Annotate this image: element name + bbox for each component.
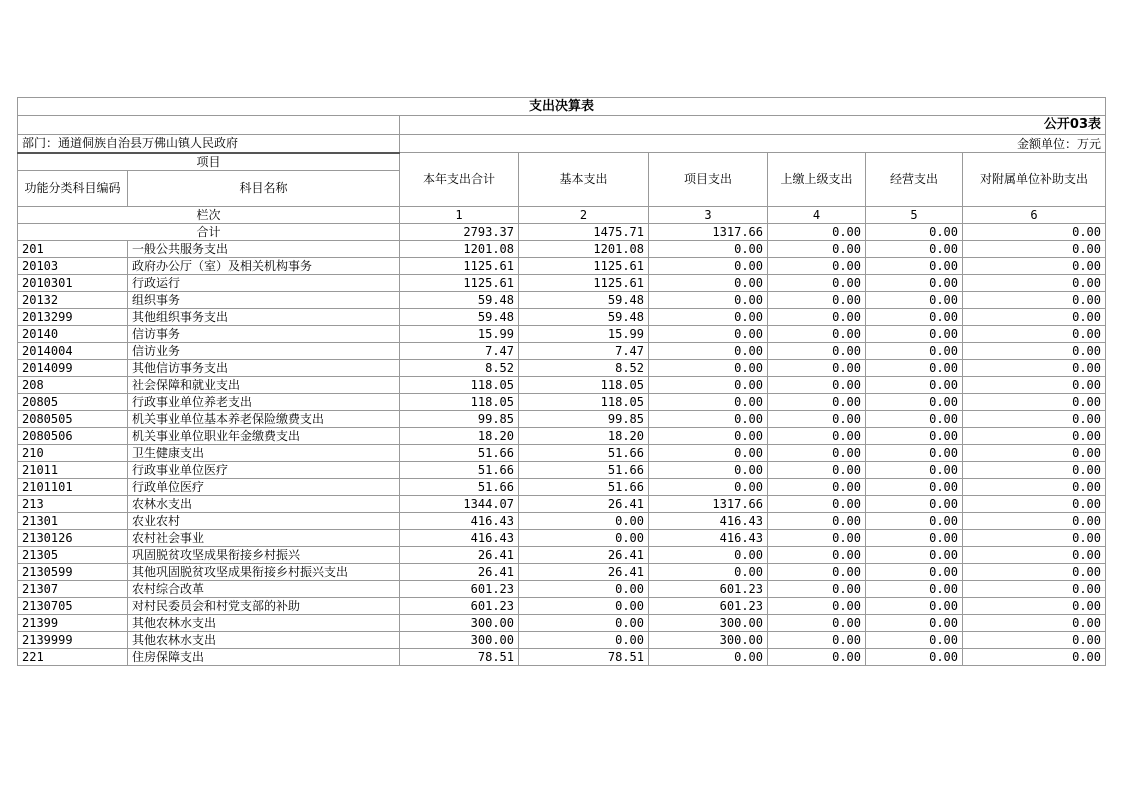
row-value: 0.00 — [649, 563, 768, 580]
row-value: 15.99 — [519, 325, 649, 342]
row-code: 20103 — [18, 257, 128, 274]
table-number: 公开03表 — [400, 116, 1106, 135]
row-value: 416.43 — [400, 529, 519, 546]
table-row — [18, 376, 1106, 393]
total-value: 1475.71 — [519, 223, 649, 240]
header-upper-level: 上缴上级支出 — [768, 153, 866, 207]
row-value: 0.00 — [649, 410, 768, 427]
row-value: 1125.61 — [400, 257, 519, 274]
row-value: 0.00 — [866, 308, 963, 325]
row-value: 0.00 — [519, 597, 649, 614]
row-value: 416.43 — [649, 529, 768, 546]
row-code: 2130126 — [18, 529, 128, 546]
row-value: 0.00 — [649, 308, 768, 325]
amount-unit: 金额单位：万元 — [400, 135, 1106, 153]
row-value: 99.85 — [519, 410, 649, 427]
row-value: 0.00 — [768, 444, 866, 461]
row-value: 0.00 — [649, 461, 768, 478]
row-value: 1201.08 — [400, 240, 519, 257]
row-value: 0.00 — [649, 325, 768, 342]
row-name: 其他农林水支出 — [128, 614, 400, 631]
row-code: 21011 — [18, 461, 128, 478]
row-code: 20140 — [18, 325, 128, 342]
table-row — [18, 342, 1106, 359]
row-value: 0.00 — [768, 274, 866, 291]
row-name: 信访业务 — [128, 342, 400, 359]
table-row — [18, 257, 1106, 274]
row-value: 26.41 — [519, 495, 649, 512]
row-value: 51.66 — [519, 461, 649, 478]
row-value: 0.00 — [768, 257, 866, 274]
row-value: 0.00 — [649, 291, 768, 308]
row-value: 99.85 — [400, 410, 519, 427]
row-name: 农林水支出 — [128, 495, 400, 512]
row-code: 21305 — [18, 546, 128, 563]
row-value: 0.00 — [768, 546, 866, 563]
row-value: 0.00 — [963, 580, 1106, 597]
table-row — [18, 393, 1106, 410]
table-row — [18, 563, 1106, 580]
row-value: 0.00 — [768, 427, 866, 444]
table-row — [18, 580, 1106, 597]
row-value: 0.00 — [649, 257, 768, 274]
row-value: 601.23 — [649, 597, 768, 614]
header-project-expenditure: 项目支出 — [649, 153, 768, 207]
row-value: 0.00 — [649, 359, 768, 376]
col-number: 2 — [519, 206, 649, 223]
table-row — [18, 291, 1106, 308]
row-value: 0.00 — [866, 580, 963, 597]
row-code: 2080506 — [18, 427, 128, 444]
row-value: 1125.61 — [519, 274, 649, 291]
row-value: 0.00 — [963, 512, 1106, 529]
row-value: 0.00 — [768, 614, 866, 631]
row-value: 0.00 — [768, 393, 866, 410]
row-value: 51.66 — [400, 478, 519, 495]
row-value: 0.00 — [963, 614, 1106, 631]
row-name: 机关事业单位职业年金缴费支出 — [128, 427, 400, 444]
row-value: 18.20 — [519, 427, 649, 444]
row-value: 601.23 — [400, 597, 519, 614]
row-code: 2080505 — [18, 410, 128, 427]
table-row — [18, 427, 1106, 444]
table-row — [18, 546, 1106, 563]
table-row — [18, 631, 1106, 648]
row-code: 20805 — [18, 393, 128, 410]
row-value: 0.00 — [649, 376, 768, 393]
table-row — [18, 325, 1106, 342]
row-value: 0.00 — [963, 359, 1106, 376]
col-number: 3 — [649, 206, 768, 223]
table-row — [18, 359, 1106, 376]
table-row — [18, 308, 1106, 325]
row-value: 300.00 — [400, 631, 519, 648]
row-value: 0.00 — [649, 274, 768, 291]
table-row — [18, 614, 1106, 631]
row-value: 0.00 — [649, 240, 768, 257]
row-value: 1317.66 — [649, 495, 768, 512]
row-name: 行政事业单位养老支出 — [128, 393, 400, 410]
table-title: 支出决算表 — [18, 98, 1106, 116]
row-value: 0.00 — [963, 495, 1106, 512]
row-value: 26.41 — [519, 546, 649, 563]
header-name: 科目名称 — [128, 170, 400, 206]
row-name: 其他组织事务支出 — [128, 308, 400, 325]
row-value: 0.00 — [768, 529, 866, 546]
row-value: 0.00 — [768, 359, 866, 376]
row-value: 0.00 — [963, 393, 1106, 410]
row-value: 7.47 — [400, 342, 519, 359]
row-value: 0.00 — [866, 291, 963, 308]
row-value: 0.00 — [866, 512, 963, 529]
row-value: 0.00 — [963, 240, 1106, 257]
row-value: 1125.61 — [400, 274, 519, 291]
row-value: 0.00 — [963, 563, 1106, 580]
row-value: 0.00 — [649, 648, 768, 665]
row-value: 8.52 — [519, 359, 649, 376]
row-value: 0.00 — [768, 240, 866, 257]
row-value: 0.00 — [768, 410, 866, 427]
row-value: 0.00 — [866, 529, 963, 546]
row-value: 0.00 — [963, 308, 1106, 325]
row-value: 0.00 — [519, 512, 649, 529]
row-code: 210 — [18, 444, 128, 461]
row-value: 0.00 — [963, 291, 1106, 308]
row-value: 0.00 — [649, 546, 768, 563]
row-value: 59.48 — [400, 308, 519, 325]
row-value: 0.00 — [866, 359, 963, 376]
row-code: 21301 — [18, 512, 128, 529]
row-code: 201 — [18, 240, 128, 257]
row-name: 农业农村 — [128, 512, 400, 529]
row-value: 416.43 — [649, 512, 768, 529]
total-value: 1317.66 — [649, 223, 768, 240]
header-subsidy: 对附属单位补助支出 — [963, 153, 1106, 207]
col-number: 5 — [866, 206, 963, 223]
total-value: 0.00 — [768, 223, 866, 240]
table-row — [18, 495, 1106, 512]
row-name: 卫生健康支出 — [128, 444, 400, 461]
row-name: 农村社会事业 — [128, 529, 400, 546]
row-name: 社会保障和就业支出 — [128, 376, 400, 393]
row-value: 0.00 — [963, 478, 1106, 495]
header-business: 经营支出 — [866, 153, 963, 207]
row-value: 0.00 — [963, 529, 1106, 546]
row-value: 0.00 — [768, 563, 866, 580]
row-value: 0.00 — [963, 461, 1106, 478]
table-row — [18, 240, 1106, 257]
total-value: 0.00 — [963, 223, 1106, 240]
row-value: 0.00 — [768, 376, 866, 393]
row-value: 0.00 — [649, 444, 768, 461]
table-row — [18, 444, 1106, 461]
row-value: 0.00 — [866, 427, 963, 444]
table-row — [18, 529, 1106, 546]
row-value: 0.00 — [649, 342, 768, 359]
row-value: 118.05 — [519, 376, 649, 393]
row-code: 21399 — [18, 614, 128, 631]
row-name: 其他巩固脱贫攻坚成果衔接乡村振兴支出 — [128, 563, 400, 580]
row-code: 2010301 — [18, 274, 128, 291]
header-basic: 基本支出 — [519, 153, 649, 207]
row-value: 0.00 — [866, 495, 963, 512]
row-value: 0.00 — [649, 393, 768, 410]
expenditure-table — [17, 97, 1106, 666]
row-name: 其他农林水支出 — [128, 631, 400, 648]
row-value: 0.00 — [963, 325, 1106, 342]
row-code: 2014004 — [18, 342, 128, 359]
row-value: 0.00 — [768, 308, 866, 325]
row-value: 601.23 — [400, 580, 519, 597]
row-value: 78.51 — [400, 648, 519, 665]
row-value: 0.00 — [866, 274, 963, 291]
row-value: 59.48 — [519, 308, 649, 325]
row-value: 0.00 — [866, 342, 963, 359]
row-name: 对村民委员会和村党支部的补助 — [128, 597, 400, 614]
row-name: 其他信访事务支出 — [128, 359, 400, 376]
row-value: 0.00 — [963, 444, 1106, 461]
row-code: 2014099 — [18, 359, 128, 376]
row-code: 2130599 — [18, 563, 128, 580]
row-name: 行政运行 — [128, 274, 400, 291]
expenditure-sheet — [17, 97, 1105, 666]
row-value: 0.00 — [963, 342, 1106, 359]
table-row — [18, 597, 1106, 614]
row-value: 0.00 — [866, 393, 963, 410]
row-value: 0.00 — [866, 376, 963, 393]
row-value: 51.66 — [400, 444, 519, 461]
row-value: 15.99 — [400, 325, 519, 342]
row-value: 0.00 — [866, 597, 963, 614]
row-value: 300.00 — [649, 614, 768, 631]
blank-cell — [18, 116, 400, 135]
col-number: 4 — [768, 206, 866, 223]
row-value: 0.00 — [768, 461, 866, 478]
row-value: 0.00 — [649, 427, 768, 444]
row-value: 0.00 — [963, 376, 1106, 393]
row-value: 300.00 — [400, 614, 519, 631]
row-value: 0.00 — [963, 257, 1106, 274]
table-row — [18, 461, 1106, 478]
row-value: 7.47 — [519, 342, 649, 359]
header-project: 项目 — [18, 153, 400, 171]
row-value: 0.00 — [963, 546, 1106, 563]
row-value: 26.41 — [519, 563, 649, 580]
row-code: 221 — [18, 648, 128, 665]
table-row — [18, 648, 1106, 665]
total-label: 合计 — [18, 223, 400, 240]
row-value: 51.66 — [400, 461, 519, 478]
row-code: 2130705 — [18, 597, 128, 614]
row-code: 213 — [18, 495, 128, 512]
row-code: 21307 — [18, 580, 128, 597]
row-name: 农村综合改革 — [128, 580, 400, 597]
row-value: 51.66 — [519, 478, 649, 495]
row-name: 住房保障支出 — [128, 648, 400, 665]
row-value: 0.00 — [768, 580, 866, 597]
row-value: 18.20 — [400, 427, 519, 444]
row-value: 0.00 — [768, 342, 866, 359]
row-value: 51.66 — [519, 444, 649, 461]
row-code: 208 — [18, 376, 128, 393]
row-value: 0.00 — [963, 648, 1106, 665]
row-code: 2101101 — [18, 478, 128, 495]
row-value: 0.00 — [866, 648, 963, 665]
row-value: 118.05 — [519, 393, 649, 410]
row-value: 8.52 — [400, 359, 519, 376]
total-value: 2793.37 — [400, 223, 519, 240]
row-value: 0.00 — [963, 427, 1106, 444]
row-value: 0.00 — [963, 410, 1106, 427]
row-name: 行政单位医疗 — [128, 478, 400, 495]
row-value: 59.48 — [519, 291, 649, 308]
row-value: 0.00 — [866, 461, 963, 478]
row-value: 300.00 — [649, 631, 768, 648]
table-row — [18, 410, 1106, 427]
row-name: 巩固脱贫攻坚成果衔接乡村振兴 — [128, 546, 400, 563]
header-total: 本年支出合计 — [400, 153, 519, 207]
row-value: 26.41 — [400, 563, 519, 580]
row-value: 0.00 — [866, 631, 963, 648]
row-value: 0.00 — [519, 580, 649, 597]
row-value: 0.00 — [866, 563, 963, 580]
row-value: 0.00 — [649, 478, 768, 495]
row-value: 59.48 — [400, 291, 519, 308]
row-value: 0.00 — [963, 631, 1106, 648]
table-row — [18, 274, 1106, 291]
row-value: 0.00 — [519, 631, 649, 648]
row-value: 0.00 — [866, 478, 963, 495]
row-value: 0.00 — [519, 529, 649, 546]
row-value: 118.05 — [400, 376, 519, 393]
row-value: 0.00 — [866, 410, 963, 427]
row-name: 组织事务 — [128, 291, 400, 308]
row-value: 416.43 — [400, 512, 519, 529]
row-value: 0.00 — [963, 274, 1106, 291]
row-name: 行政事业单位医疗 — [128, 461, 400, 478]
row-value: 0.00 — [866, 546, 963, 563]
row-code: 2013299 — [18, 308, 128, 325]
row-value: 0.00 — [866, 444, 963, 461]
col-number: 1 — [400, 206, 519, 223]
row-value: 0.00 — [768, 512, 866, 529]
total-value: 0.00 — [866, 223, 963, 240]
header-code: 功能分类科目编码 — [18, 170, 128, 206]
row-value: 0.00 — [768, 597, 866, 614]
row-value: 0.00 — [768, 291, 866, 308]
row-value: 0.00 — [768, 478, 866, 495]
lanci-label: 栏次 — [18, 206, 400, 223]
row-value: 78.51 — [519, 648, 649, 665]
row-value: 0.00 — [866, 614, 963, 631]
table-row — [18, 512, 1106, 529]
row-value: 0.00 — [519, 614, 649, 631]
row-value: 26.41 — [400, 546, 519, 563]
row-name: 机关事业单位基本养老保险缴费支出 — [128, 410, 400, 427]
row-value: 0.00 — [768, 631, 866, 648]
row-name: 信访事务 — [128, 325, 400, 342]
row-value: 0.00 — [768, 325, 866, 342]
row-name: 政府办公厅（室）及相关机构事务 — [128, 257, 400, 274]
row-value: 1344.07 — [400, 495, 519, 512]
row-value: 0.00 — [866, 257, 963, 274]
row-value: 0.00 — [866, 325, 963, 342]
row-value: 1125.61 — [519, 257, 649, 274]
row-value: 0.00 — [768, 495, 866, 512]
department-name: 部门：通道侗族自治县万佛山镇人民政府 — [18, 135, 400, 153]
row-code: 20132 — [18, 291, 128, 308]
table-row — [18, 478, 1106, 495]
row-value: 601.23 — [649, 580, 768, 597]
row-value: 0.00 — [963, 597, 1106, 614]
row-value: 0.00 — [866, 240, 963, 257]
col-number: 6 — [963, 206, 1106, 223]
row-code: 2139999 — [18, 631, 128, 648]
row-value: 118.05 — [400, 393, 519, 410]
row-value: 1201.08 — [519, 240, 649, 257]
row-name: 一般公共服务支出 — [128, 240, 400, 257]
row-value: 0.00 — [768, 648, 866, 665]
